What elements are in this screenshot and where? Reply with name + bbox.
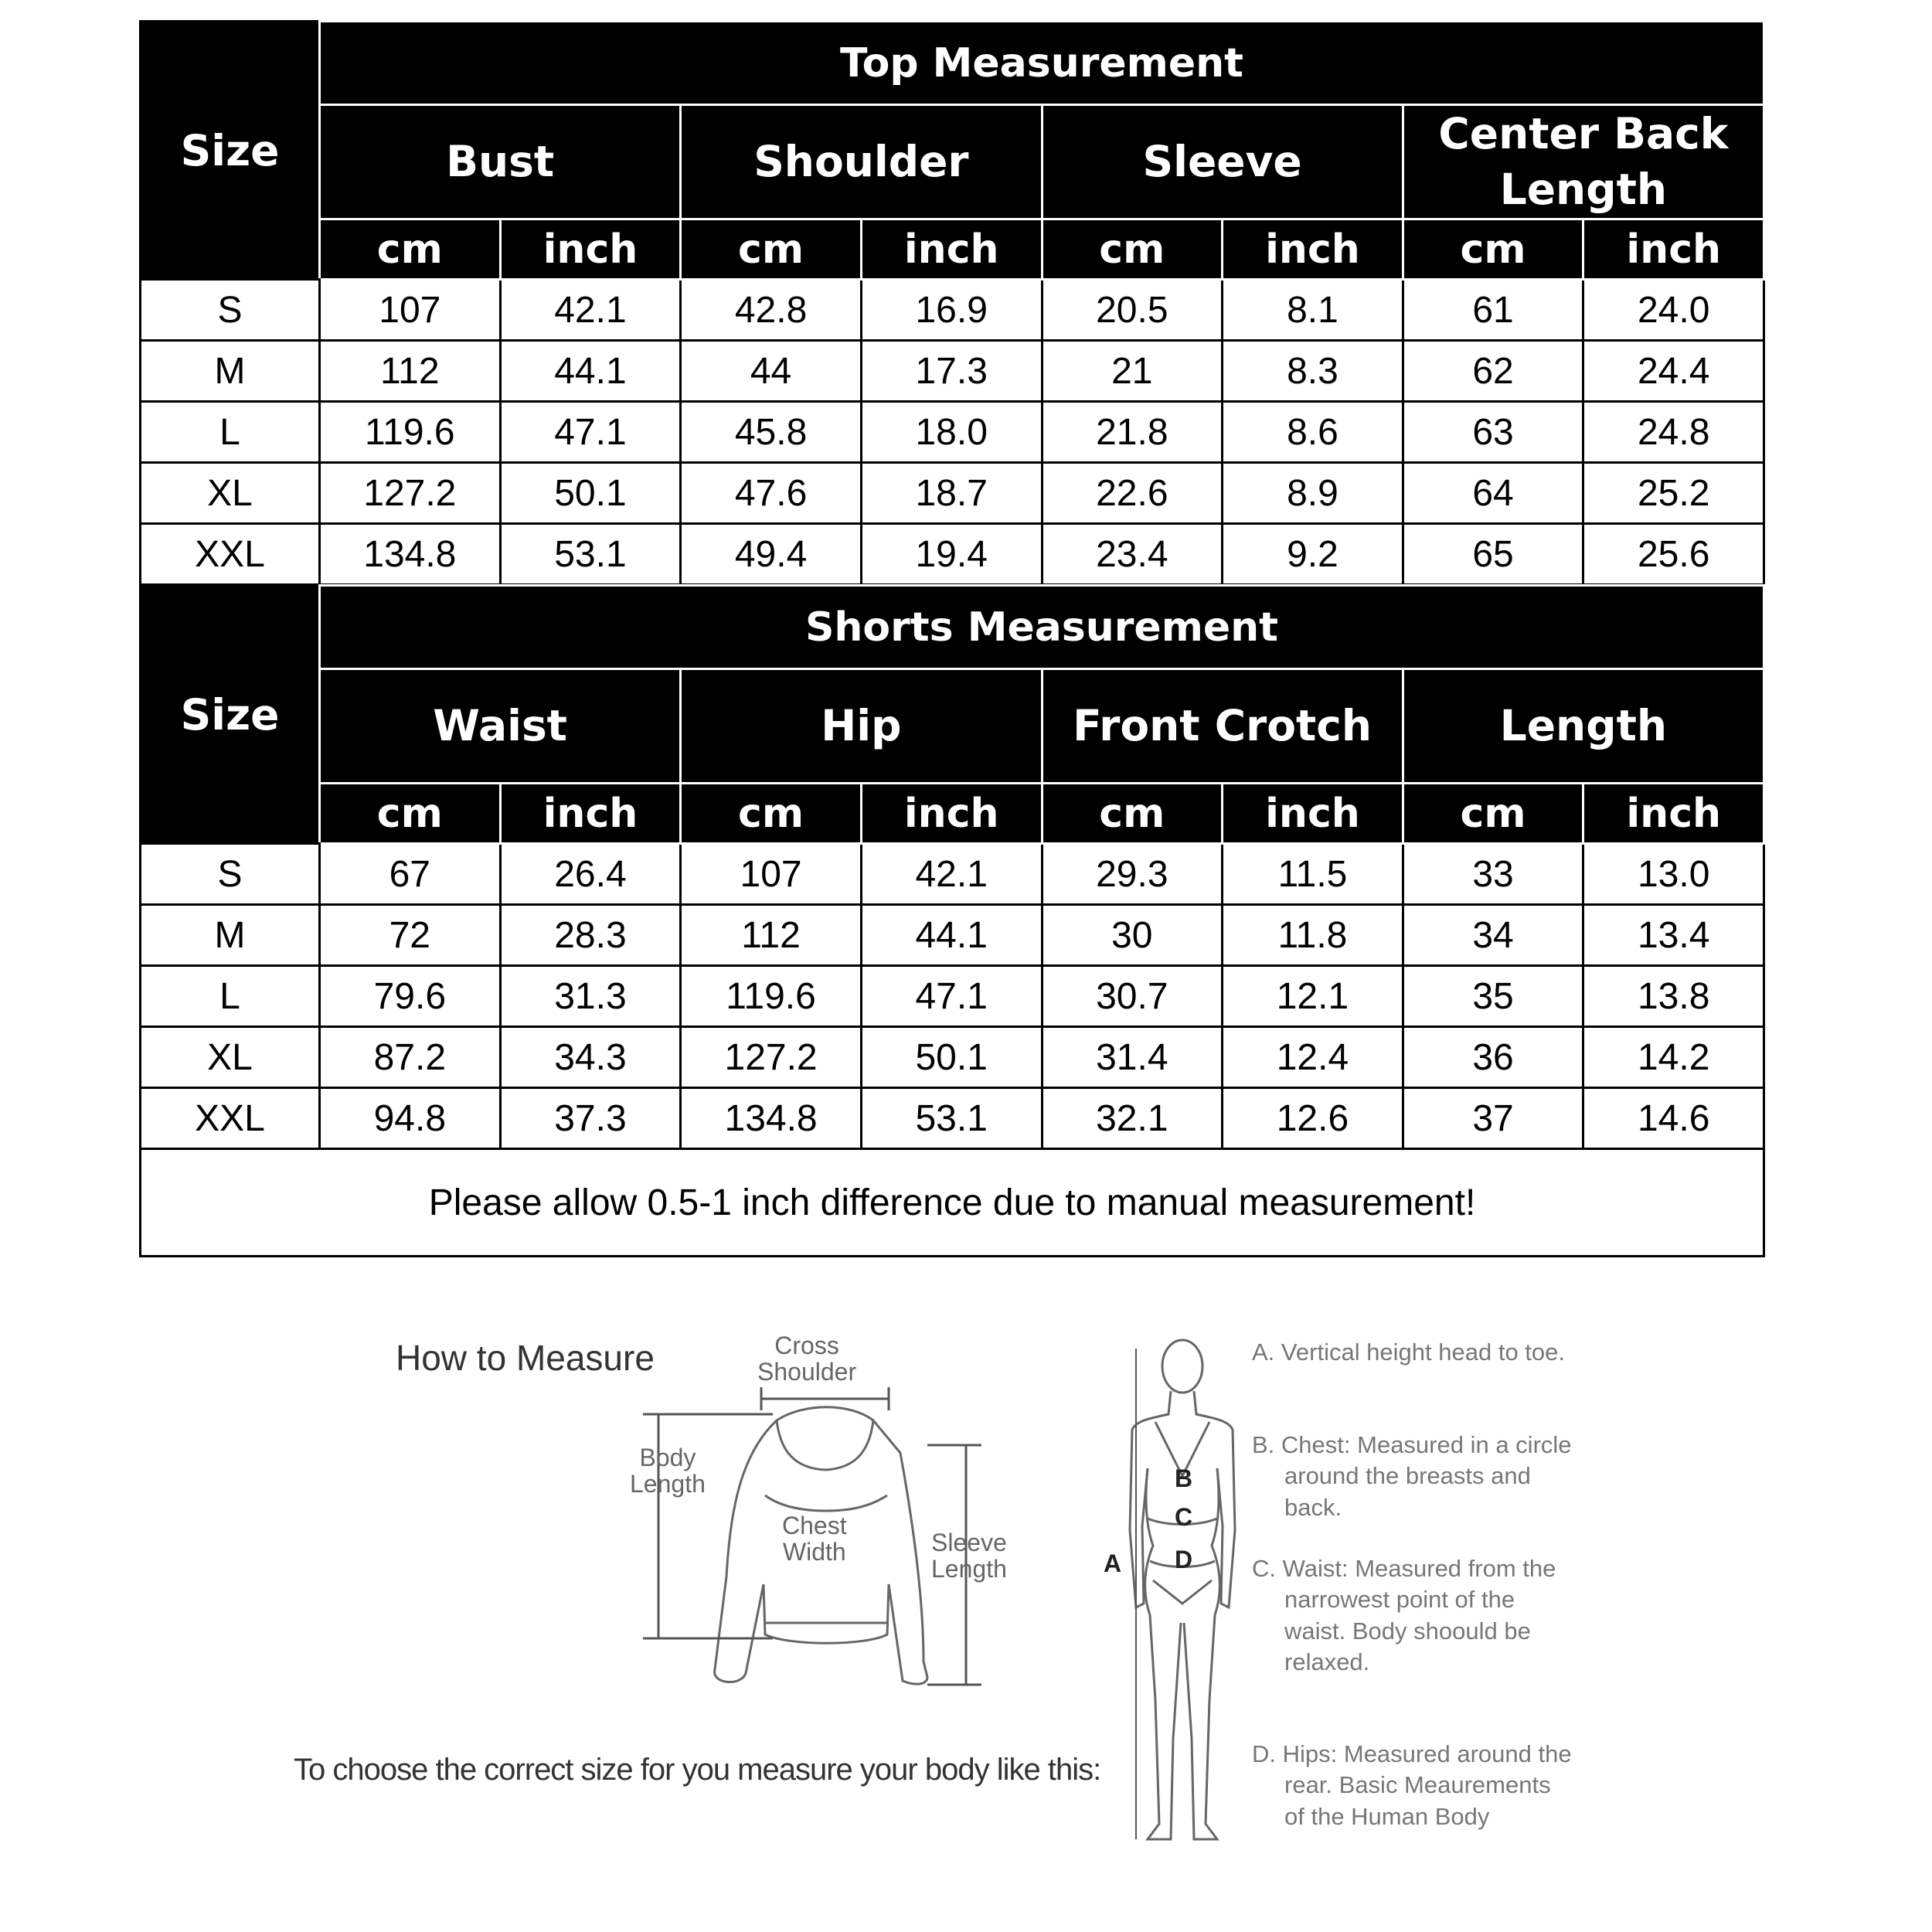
value-cell: 23.4 bbox=[1042, 524, 1223, 585]
value-cell: 31.4 bbox=[1042, 1027, 1223, 1088]
size-cell: M bbox=[141, 905, 320, 966]
unit-header: cm bbox=[1403, 784, 1583, 844]
group-header: Center Back Length bbox=[1403, 105, 1764, 219]
value-cell: 18.7 bbox=[861, 463, 1042, 524]
human-figure bbox=[1130, 1340, 1235, 1839]
size-header: Size bbox=[141, 22, 320, 280]
value-cell: 8.3 bbox=[1223, 341, 1403, 402]
group-header: Shoulder bbox=[681, 105, 1042, 219]
value-cell: 107 bbox=[681, 844, 862, 905]
table-title: Top Measurement bbox=[320, 22, 1764, 105]
value-cell: 50.1 bbox=[500, 463, 681, 524]
value-cell: 33 bbox=[1403, 844, 1583, 905]
value-cell: 24.4 bbox=[1583, 341, 1764, 402]
group-header: Front Crotch bbox=[1042, 669, 1403, 784]
value-cell: 17.3 bbox=[861, 341, 1042, 402]
group-header: Waist bbox=[320, 669, 681, 784]
group-header: Length bbox=[1403, 669, 1764, 784]
value-cell: 13.0 bbox=[1583, 844, 1764, 905]
value-cell: 127.2 bbox=[681, 1027, 862, 1088]
value-cell: 35 bbox=[1403, 966, 1583, 1027]
value-cell: 47.1 bbox=[500, 402, 681, 463]
body-length-label: Body Length bbox=[630, 1444, 706, 1498]
value-cell: 26.4 bbox=[500, 844, 681, 905]
value-cell: 9.2 bbox=[1223, 524, 1403, 585]
value-cell: 79.6 bbox=[320, 966, 501, 1027]
value-cell: 112 bbox=[320, 341, 501, 402]
value-cell: 12.1 bbox=[1223, 966, 1403, 1027]
size-cell: S bbox=[141, 844, 320, 905]
value-cell: 127.2 bbox=[320, 463, 501, 524]
value-cell: 22.6 bbox=[1042, 463, 1223, 524]
size-cell: S bbox=[141, 280, 320, 341]
unit-header: cm bbox=[1042, 784, 1223, 844]
value-cell: 14.2 bbox=[1583, 1027, 1764, 1088]
group-header: Hip bbox=[681, 669, 1042, 784]
size-cell: L bbox=[141, 966, 320, 1027]
value-cell: 19.4 bbox=[861, 524, 1042, 585]
value-cell: 20.5 bbox=[1042, 280, 1223, 341]
figure-letter-c: C bbox=[1175, 1503, 1193, 1531]
value-cell: 21 bbox=[1042, 341, 1223, 402]
sleeve-length-label: Sleeve Length bbox=[931, 1529, 1007, 1583]
value-cell: 21.8 bbox=[1042, 402, 1223, 463]
value-cell: 47.1 bbox=[861, 966, 1042, 1027]
value-cell: 42.1 bbox=[500, 280, 681, 341]
note-c: C. Waist: Measured from the narrowest point of the waist. Body shoould be relaxed. bbox=[1252, 1555, 1556, 1675]
value-cell: 25.6 bbox=[1583, 524, 1764, 585]
value-cell: 50.1 bbox=[861, 1027, 1042, 1088]
value-cell: 62 bbox=[1403, 341, 1583, 402]
group-header: Bust bbox=[320, 105, 681, 219]
note-b: B. Chest: Measured in a circle around the breasts and back. bbox=[1252, 1431, 1572, 1521]
value-cell: 24.8 bbox=[1583, 402, 1764, 463]
unit-header: inch bbox=[1583, 219, 1764, 280]
value-cell: 44.1 bbox=[861, 905, 1042, 966]
value-cell: 28.3 bbox=[500, 905, 681, 966]
value-cell: 18.0 bbox=[861, 402, 1042, 463]
size-header: Size bbox=[141, 586, 320, 844]
value-cell: 67 bbox=[320, 844, 501, 905]
value-cell: 42.1 bbox=[861, 844, 1042, 905]
figure-letter-d: D bbox=[1175, 1546, 1193, 1573]
value-cell: 64 bbox=[1403, 463, 1583, 524]
value-cell: 34 bbox=[1403, 905, 1583, 966]
value-cell: 24.0 bbox=[1583, 280, 1764, 341]
value-cell: 11.8 bbox=[1223, 905, 1403, 966]
value-cell: 14.6 bbox=[1583, 1088, 1764, 1149]
value-cell: 53.1 bbox=[500, 524, 681, 585]
value-cell: 94.8 bbox=[320, 1088, 501, 1149]
value-cell: 44 bbox=[681, 341, 862, 402]
value-cell: 30 bbox=[1042, 905, 1223, 966]
value-cell: 12.6 bbox=[1223, 1088, 1403, 1149]
unit-header: cm bbox=[1042, 219, 1223, 280]
value-cell: 53.1 bbox=[861, 1088, 1042, 1149]
unit-header: cm bbox=[681, 784, 862, 844]
value-cell: 134.8 bbox=[681, 1088, 862, 1149]
note-d: D. Hips: Measured around the rear. Basic Meaurements of the Human Body bbox=[1252, 1740, 1572, 1830]
unit-header: cm bbox=[320, 219, 501, 280]
unit-header: inch bbox=[1583, 784, 1764, 844]
value-cell: 44.1 bbox=[500, 341, 681, 402]
how-to-measure-title: How to Measure bbox=[396, 1338, 655, 1378]
value-cell: 119.6 bbox=[681, 966, 862, 1027]
unit-header: cm bbox=[320, 784, 501, 844]
value-cell: 30.7 bbox=[1042, 966, 1223, 1027]
value-cell: 16.9 bbox=[861, 280, 1042, 341]
value-cell: 42.8 bbox=[681, 280, 862, 341]
note-a: A. Vertical height head to toe. bbox=[1252, 1338, 1566, 1366]
size-cell: M bbox=[141, 341, 320, 402]
unit-header: cm bbox=[1403, 219, 1583, 280]
value-cell: 13.8 bbox=[1583, 966, 1764, 1027]
unit-header: inch bbox=[500, 784, 681, 844]
size-cell: XXL bbox=[141, 524, 320, 585]
value-cell: 13.4 bbox=[1583, 905, 1764, 966]
value-cell: 37.3 bbox=[500, 1088, 681, 1149]
measurement-note: Please allow 0.5-1 inch difference due to manual measurement! bbox=[141, 1149, 1764, 1257]
value-cell: 37 bbox=[1403, 1088, 1583, 1149]
value-cell: 45.8 bbox=[681, 402, 862, 463]
unit-header: inch bbox=[1223, 784, 1403, 844]
value-cell: 31.3 bbox=[500, 966, 681, 1027]
figure-letter-b: B bbox=[1175, 1464, 1193, 1492]
value-cell: 12.4 bbox=[1223, 1027, 1403, 1088]
value-cell: 34.3 bbox=[500, 1027, 681, 1088]
value-cell: 11.5 bbox=[1223, 844, 1403, 905]
value-cell: 8.9 bbox=[1223, 463, 1403, 524]
size-cell: XL bbox=[141, 1027, 320, 1088]
instruction-text: To choose the correct size for you measure your body like this: bbox=[294, 1753, 1101, 1787]
value-cell: 63 bbox=[1403, 402, 1583, 463]
value-cell: 25.2 bbox=[1583, 463, 1764, 524]
value-cell: 61 bbox=[1403, 280, 1583, 341]
cross-shoulder-label: Cross Shoulder bbox=[757, 1332, 857, 1386]
unit-header: cm bbox=[681, 219, 862, 280]
table-title: Shorts Measurement bbox=[320, 586, 1764, 669]
value-cell: 29.3 bbox=[1042, 844, 1223, 905]
unit-header: inch bbox=[861, 219, 1042, 280]
chest-width-label: Chest Width bbox=[782, 1512, 847, 1566]
value-cell: 72 bbox=[320, 905, 501, 966]
unit-header: inch bbox=[1223, 219, 1403, 280]
value-cell: 65 bbox=[1403, 524, 1583, 585]
size-cell: XL bbox=[141, 463, 320, 524]
value-cell: 119.6 bbox=[320, 402, 501, 463]
value-cell: 87.2 bbox=[320, 1027, 501, 1088]
value-cell: 8.6 bbox=[1223, 402, 1403, 463]
value-cell: 107 bbox=[320, 280, 501, 341]
size-cell: XXL bbox=[141, 1088, 320, 1149]
value-cell: 47.6 bbox=[681, 463, 862, 524]
unit-header: inch bbox=[861, 784, 1042, 844]
value-cell: 134.8 bbox=[320, 524, 501, 585]
size-cell: L bbox=[141, 402, 320, 463]
value-cell: 32.1 bbox=[1042, 1088, 1223, 1149]
value-cell: 112 bbox=[681, 905, 862, 966]
value-cell: 49.4 bbox=[681, 524, 862, 585]
unit-header: inch bbox=[500, 219, 681, 280]
figure-letter-a: A bbox=[1104, 1549, 1122, 1577]
value-cell: 36 bbox=[1403, 1027, 1583, 1088]
value-cell: 8.1 bbox=[1223, 280, 1403, 341]
group-header: Sleeve bbox=[1042, 105, 1403, 219]
